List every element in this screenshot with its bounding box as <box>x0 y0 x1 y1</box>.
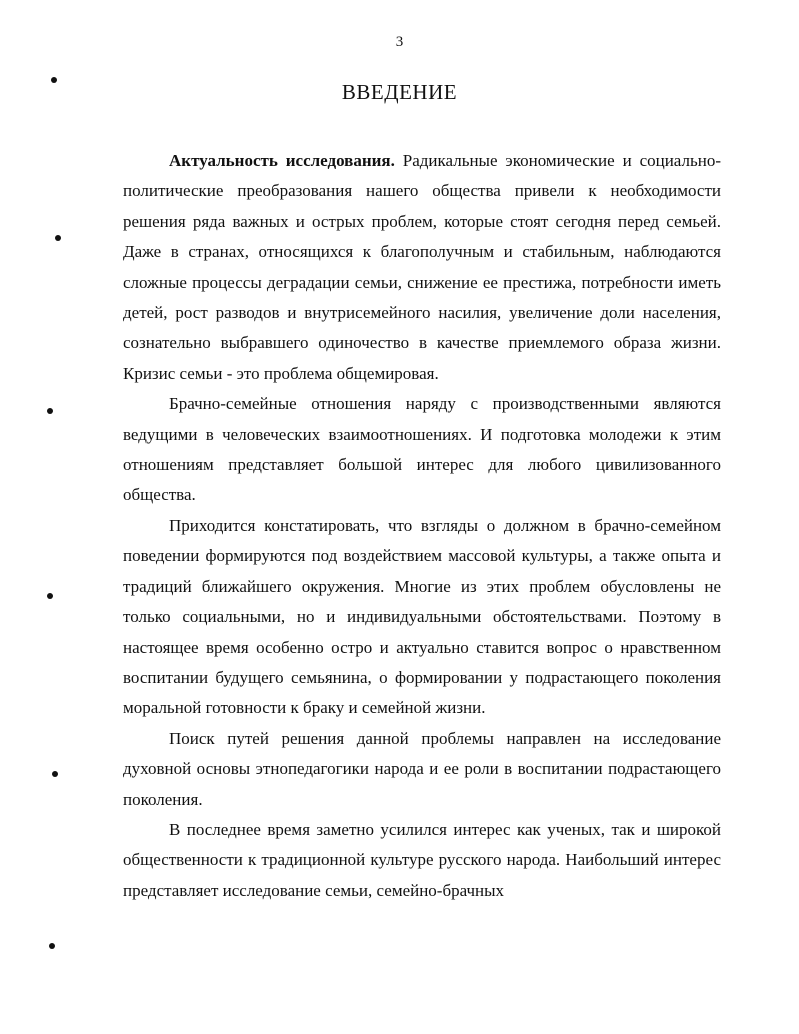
body-text <box>123 146 721 906</box>
binding-hole-mark <box>47 593 53 599</box>
page-number: 3 <box>395 34 404 50</box>
paragraph <box>123 146 721 389</box>
binding-hole-mark <box>51 77 57 83</box>
paragraph-text: Радикальные экономические и социально-политические преобразования нашего общества привели к необходимости решения ряда важных и острых проблем, которые стоят сегодня перед семьей. Даже в странах, относящихся к благополучным и стабильным, наблюдаются сложные процессы деградации семьи, снижение ее престижа, потребности иметь детей, рост разводов и внутрисемейного насилия, увеличение доли населения, сознательно выбравшего одиночество в качестве приемлемого образа жизни. Кризис семьи - это проблема общемировая. <box>123 151 721 383</box>
paragraph-lead: Актуальность исследования. <box>169 151 395 170</box>
binding-hole-mark <box>49 943 55 949</box>
paragraph <box>123 511 721 724</box>
paragraph-text: В последнее время заметно усилился интерес как ученых, так и широкой общественности к традиционной культуре русского народа. Наибольший интерес представляет исследование семьи, семейно-брачных <box>123 819 721 900</box>
binding-hole-mark <box>55 235 61 241</box>
binding-hole-mark <box>52 771 58 777</box>
paragraph <box>123 389 721 511</box>
paragraph-text: Брачно-семейные отношения наряду с производственными являются ведущими в человеческих взаимоотношениях. И подготовка молодежи к этим отношениям представляет большой интерес для любого цивилизованного общества. <box>123 394 721 505</box>
page-title: ВВЕДЕНИЕ <box>341 80 458 104</box>
paragraph-text: Поиск путей решения данной проблемы направлен на исследование духовной основы этнопедагогики народа и ее роли в воспитании подрастающего поколения. <box>123 728 721 809</box>
binding-hole-mark <box>47 408 53 414</box>
paragraph-text: Приходится констатировать, что взгляды о должном в брачно-семейном поведении формируются под воздействием массовой культуры, а также опыта и традиций ближайшего окружения. Многие из этих проблем обусловлены не только социальными, но и индивидуальными обстоятельствами. Поэтому в настоящее время особенно остро и актуально ставится вопрос о нравственном воспитании будущего семьянина, о формировании у подрастающего поколения моральной готовности к браку и семейной жизни. <box>123 515 721 718</box>
paragraph <box>123 815 721 906</box>
paragraph <box>123 724 721 815</box>
